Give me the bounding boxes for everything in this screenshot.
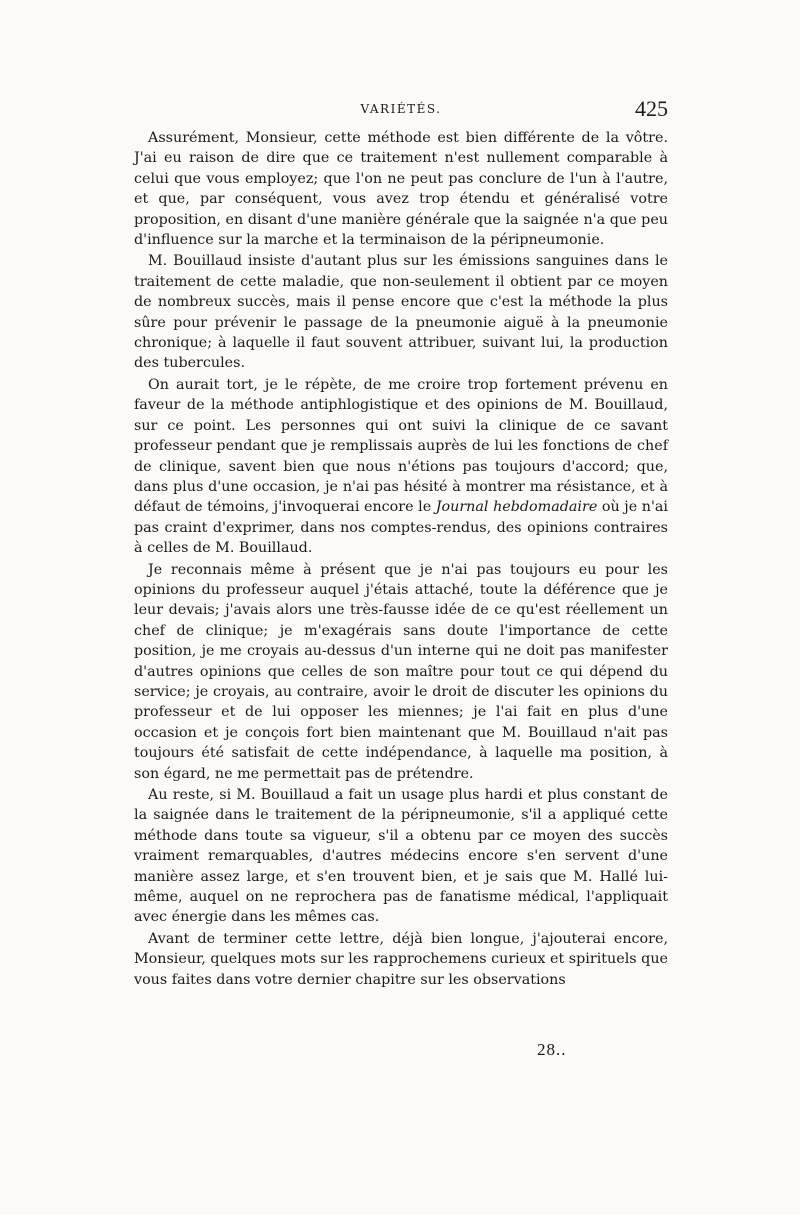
body-text bbox=[134, 128, 668, 991]
paragraph-3 bbox=[134, 375, 668, 559]
running-title: VARIÉTÉS. bbox=[360, 102, 442, 116]
paragraph-2: M. Bouillaud insiste d'autant plus sur les émissions sanguines dans le traitement de cette maladie, que non-seulement il obtient par ce moyen de nombreux succès, mais il pense encore que c'est la méthode la plus sûre pour prévenir le passage de la pneumonie aiguë à la pneumonie chronique; à laquelle il faut souvent attribuer, suivant lui, la production des tubercules. bbox=[134, 253, 668, 372]
page-number: 425 bbox=[635, 96, 668, 121]
paragraph-3-text-start: On aurait tort, je le répète, de me croire trop fortement prévenu en faveur de la méthode antiphlogistique et des opinions de M. Bouillaud, sur ce point. Les personnes qui ont suivi la clinique de ce savant professeur pendant que je remplissais auprès de lui les fonctions de chef de clinique, savent bien que nous n'étions pas toujours d'accord; que, dans plus d'une occasion, je n'ai pas hésité à montrer ma résistance, et à défaut de témoins, j'invoquerai encore le bbox=[134, 376, 668, 516]
paragraph-5: Au reste, si M. Bouillaud a fait un usage plus hardi et plus constant de la saignée dans le traitement de la péripneumonie, s'il a appliqué cette méthode dans toute sa vigueur, s'il a obtenu par ce moyen des succès vraiment remarquables, d'autres médecins encore s'en servent d'une manière assez large, et s'en trouvent bien, et je sais que M. Hallé lui-même, auquel on ne reprochera pas de fanatisme médical, l'appliquait avec énergie dans les mêmes cas. bbox=[134, 787, 668, 926]
signature-mark: 28.. bbox=[537, 1040, 567, 1059]
paragraph-1: Assurément, Monsieur, cette méthode est bien différente de la vôtre. J'ai eu raison de dire que ce traitement n'est nullement comparable à celui que vous employez; que l'on ne peut pas conclure de l'un à l'autre, et que, par conséquent, vous avez trop étendu et généralisé votre proposition, en disant d'une manière générale que la saignée n'a que peu d'influence sur la marche et la terminaison de la péripneumonie. bbox=[134, 130, 668, 249]
paragraph-3-text-end: où je n'ai pas craint d'exprimer, dans nos comptes-rendus, des opinions contraires à celles de M. Bouillaud. bbox=[134, 499, 669, 557]
paragraph-6: Avant de terminer cette lettre, déjà bien longue, j'ajouterai encore, Monsieur, quelques mots sur les rapprochemens curieux et spirituels que vous faites dans votre dernier chapitre sur les observations bbox=[134, 930, 668, 988]
paragraph-4: Je reconnais même à présent que je n'ai pas toujours eu pour les opinions du professeur auquel j'étais attaché, toute la déférence que je leur devais; j'avais alors une très-fausse idée de ce qu'est réellement un chef de clinique; je m'exagérais sans doute l'importance de cette position, je me croyais au-dessus d'un interne qui ne doit pas manifester d'autres opinions que celles de son maître pour tout ce qui dépend du service; je croyais, au contraire, avoir le droit de discuter les opinions du professeur et de lui opposer les miennes; je l'ai fait en plus d'une occasion et je conçois fort bien maintenant que M. Bouillaud n'ait pas toujours été satisfait de cette indépendance, à laquelle ma position, à son égard, ne me permettait pas de prétendre. bbox=[134, 561, 668, 782]
journal-title: Journal hebdomadaire bbox=[435, 499, 598, 516]
running-head bbox=[134, 96, 668, 124]
